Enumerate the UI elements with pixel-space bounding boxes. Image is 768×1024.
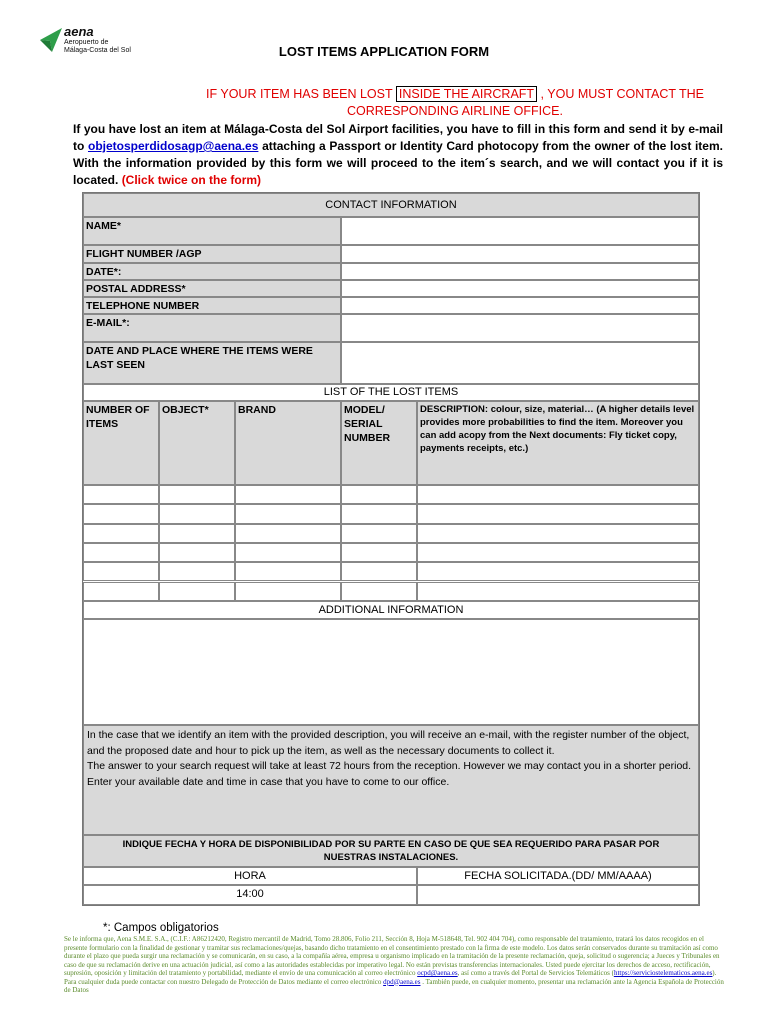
contact-header: CONTACT INFORMATION	[83, 193, 699, 217]
legal-notice	[64, 935, 724, 995]
item-cell[interactable]	[235, 485, 341, 504]
additional-header: ADDITIONAL INFORMATION	[83, 601, 699, 619]
item-cell[interactable]	[83, 485, 159, 504]
item-cell[interactable]	[159, 485, 235, 504]
flight-input[interactable]	[341, 245, 699, 263]
fecha-input[interactable]	[417, 885, 699, 905]
item-cell[interactable]	[235, 582, 341, 601]
intro-text-2: attaching a Passport or Identity Card photocopy from the owner of the lost item. With the information provided by this form we will proceed to the item´s search, and we will contact you if it is located.	[73, 139, 723, 187]
item-cell[interactable]	[341, 562, 417, 581]
items-header: LIST OF THE LOST ITEMS	[83, 384, 699, 401]
logo-line-2: Málaga-Costa del Sol	[64, 47, 131, 54]
col-model: MODEL/ SERIAL NUMBER	[341, 401, 417, 485]
notice-p2: The answer to your search request will take at least 72 hours from the reception. However we may contact you in a shorter period.	[87, 760, 692, 772]
item-cell[interactable]	[341, 524, 417, 543]
col-description: DESCRIPTION: colour, size, material… (A higher details level provides more probabilities to find the item. Moreover you can add acopy from the Next documents: Fly ticket copy, payments receipts, etc.)	[417, 401, 699, 485]
col-object: OBJECT*	[159, 401, 235, 485]
item-cell[interactable]	[83, 524, 159, 543]
item-cell[interactable]	[159, 562, 235, 581]
item-cell[interactable]	[341, 543, 417, 562]
item-cell[interactable]	[83, 582, 159, 601]
legal-text-4: . También puede, en cualquier momento, presentar una reclamación ante la Agencia Española de Protección de Datos	[64, 977, 724, 994]
logo-brand: aena	[64, 24, 94, 39]
required-fields-note: *: Campos obligatorios	[103, 922, 219, 934]
legal-text-3: ). Para cualquier duda puede contactar con nuestro Delegado de Protección de Datos mediante el correo electrónico	[64, 969, 717, 986]
phone-label: TELEPHONE NUMBER	[83, 297, 341, 314]
dpd-email-link[interactable]: dpd@aena.es	[383, 977, 421, 986]
legal-text-2: , así como a través del Portal de Servicios Telemáticos (	[457, 969, 614, 977]
item-cell[interactable]	[235, 562, 341, 581]
click-twice-note: (Click twice on the form)	[121, 173, 262, 187]
item-cell[interactable]	[83, 543, 159, 562]
date-input[interactable]	[341, 263, 699, 280]
intro-text-1: If you have lost an item at Málaga-Costa del Sol Airport facilities, you have to fill in this form and send it by e-mail to	[73, 122, 723, 153]
email-label: E-MAIL*:	[83, 314, 341, 342]
item-cell[interactable]	[83, 562, 159, 581]
notice-p1: In the case that we identify an item with the provided description, you will receive an e-mail, with the register number of the object, and the proposed date and hour to pick up the item, as well as the necessary documents to collect it.	[87, 729, 690, 757]
where-label: DATE AND PLACE WHERE THE ITEMS WERE LAST SEEN	[83, 342, 341, 384]
legal-text-1: Se le informa que, Aena S.M.E. S.A., (C.I.F.: A86212420, Registro mercantil de Madrid, Tomo 28.806, Folio 211, Sección 8, Hoja M-518648, Tel. 902 404 704), como responsable del tratamiento, tratará los datos recogidos en el presente formulario con la finalidad de gestionar y tramitar sus reclamaciones/quejas, basando dicho tratamiento en el consentimiento prestado con la firma de este modelo. Los datos serán conservados durante su tramitación así como durante el plazo que pueda surgir una reclamación y se comunicarán, en su caso, a la compañía aérea, empresa u organismo implicado en la tramitación de la presente reclamación, queja, solicitud o sugerencia; a Jueces y Tribunales en caso de que su reclamación derive en una actuación judicial, así como a las autoridades establecidas por imperativo legal. No están previstas transferencias internacionales. Usted puede ejercitar los derechos de acceso, rectificación, supresión, oposición y limitación del tratamiento y portabilidad, mediante el envío de una comunicación al correo electrónico	[64, 935, 720, 977]
hora-input[interactable]: 14:00	[83, 885, 417, 905]
logo-line-1: Aeropuerto de	[64, 39, 109, 46]
item-cell[interactable]	[341, 485, 417, 504]
page-title: LOST ITEMS APPLICATION FORM	[278, 44, 490, 59]
additional-input[interactable]	[83, 619, 699, 725]
item-cell[interactable]	[235, 504, 341, 523]
item-cell[interactable]	[417, 524, 699, 543]
postal-label: POSTAL ADDRESS*	[83, 280, 341, 297]
fecha-label: FECHA SOLICITADA.(DD/ MM/AAAA)	[417, 867, 699, 885]
warning-boxed: INSIDE THE AIRCRAFT	[396, 86, 537, 102]
item-cell[interactable]	[83, 504, 159, 523]
hora-label: HORA	[83, 867, 417, 885]
intro-paragraph	[73, 121, 723, 189]
aircraft-warning	[150, 86, 760, 120]
warning-part-1: IF YOUR ITEM HAS BEEN LOST	[206, 87, 396, 101]
notice-box	[83, 725, 699, 835]
email-link[interactable]: objetosperdidosagp@aena.es	[87, 139, 259, 153]
item-cell[interactable]	[417, 485, 699, 504]
item-cell[interactable]	[159, 524, 235, 543]
item-cell[interactable]	[159, 543, 235, 562]
ocpd-email-link[interactable]: ocpd@aena.es	[417, 969, 458, 977]
item-cell[interactable]	[417, 562, 699, 581]
item-cell[interactable]	[235, 524, 341, 543]
email-input[interactable]	[341, 314, 699, 342]
notice-p3: Enter your available date and time in case that you have to come to our office.	[87, 775, 450, 788]
item-cell[interactable]	[417, 582, 699, 601]
item-cell[interactable]	[341, 504, 417, 523]
availability-header: INDIQUE FECHA Y HORA DE DISPONIBILIDAD POR SU PARTE EN CASO DE QUE SEA REQUERIDO PARA PASAR POR NUESTRAS INSTALACIONES.	[83, 835, 699, 867]
item-cell[interactable]	[159, 504, 235, 523]
phone-input[interactable]	[341, 297, 699, 314]
name-label: NAME*	[83, 217, 341, 245]
application-form	[82, 192, 700, 906]
item-cell[interactable]	[417, 543, 699, 562]
item-cell[interactable]	[235, 543, 341, 562]
col-number-of-items: NUMBER OF ITEMS	[83, 401, 159, 485]
date-label: DATE*:	[83, 263, 341, 280]
flight-label: FLIGHT NUMBER /AGP	[83, 245, 341, 263]
item-cell[interactable]	[341, 582, 417, 601]
portal-link[interactable]: https://serviciostelematicos.aena.es	[613, 969, 713, 977]
where-input[interactable]	[341, 342, 699, 384]
item-cell[interactable]	[417, 504, 699, 523]
col-brand: BRAND	[235, 401, 341, 485]
item-cell[interactable]	[159, 582, 235, 601]
name-input[interactable]	[341, 217, 699, 245]
warning-part-2: , YOU MUST CONTACT THE CORRESPONDING AIRLINE OFFICE.	[346, 87, 704, 118]
postal-input[interactable]	[341, 280, 699, 297]
